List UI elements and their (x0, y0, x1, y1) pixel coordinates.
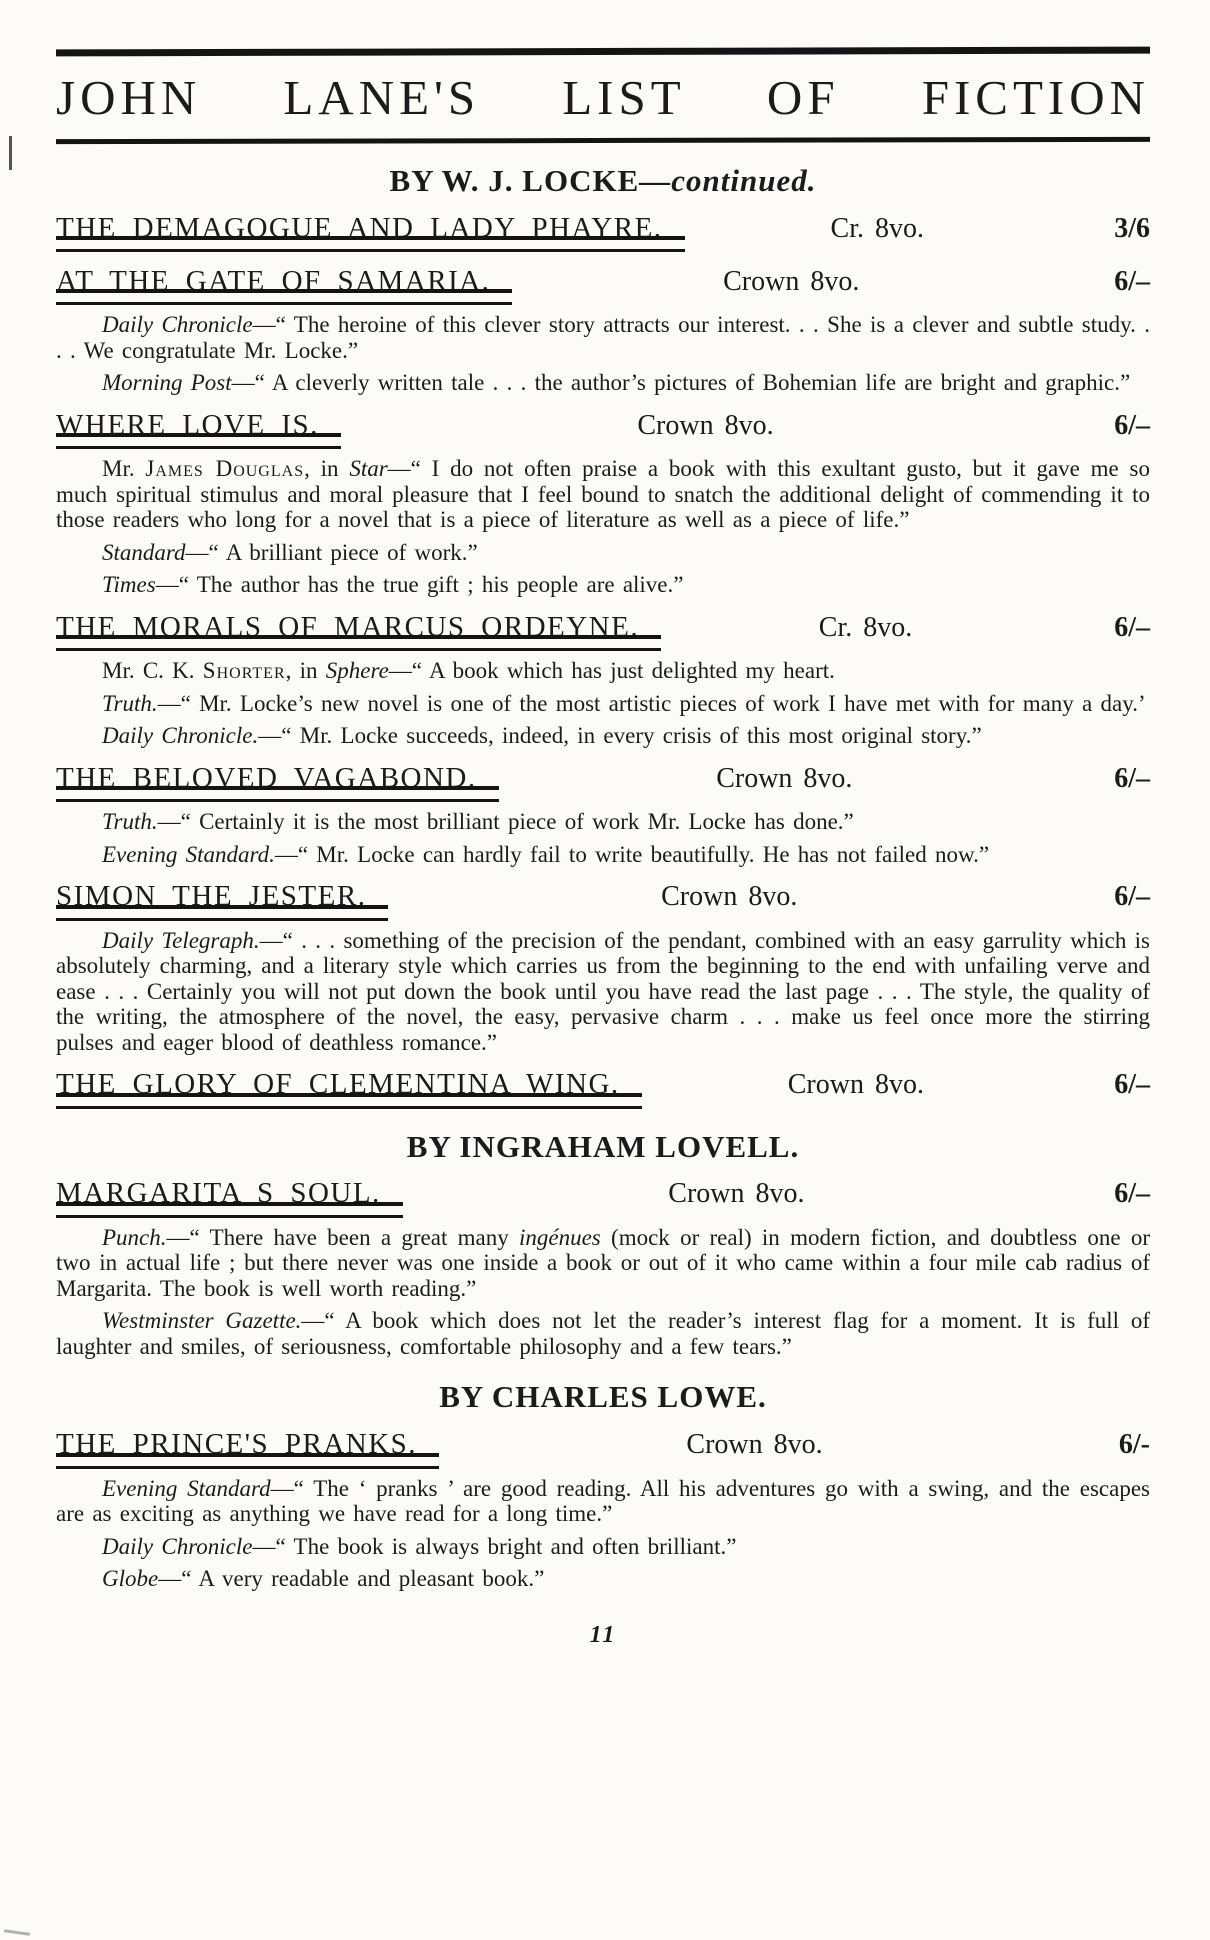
book-reviews (56, 658, 1150, 749)
book-heading-row (56, 212, 1150, 252)
book-sections (56, 163, 1150, 1592)
review-text: —“ . . . something of the precision of the pendant, combined with an easy garrulity which is absolutely charming, and a literary style which carries us from the beginning to the end with unfailing verve and ease . . . Certainly you will not put down the book until you have read the last page . . . The style, the quality of the writing, the atmosphere of the novel, the easy, pervasive charm . . . make us feel once more the stirring pulses and eager blood of deathless romance.” (56, 927, 1151, 1055)
book-price: 3/6 (1114, 212, 1150, 244)
review-text: —“ There have been a great many (166, 1224, 519, 1250)
review-paragraph (56, 928, 1150, 1056)
book-format: Crown 8vo. (716, 762, 853, 794)
book-price: 6/– (1114, 266, 1150, 298)
review-paragraph (56, 572, 1150, 598)
review-paragraph (56, 370, 1150, 396)
review-text: —“ A book which does not let the reader’s interest flag for a moment. It is full of laughter and smiles, of seriousness, comfortable philosophy and a few tears.” (56, 1308, 1150, 1359)
page-title: JOHN LANE'S LIST OF FICTION (56, 70, 1150, 125)
scan-edge-artifact (9, 136, 12, 170)
review-source: ingénues (519, 1224, 601, 1250)
review-source: Westminster Gazette. (102, 1308, 302, 1334)
book-format: Crown 8vo. (637, 409, 774, 441)
book-heading-row (56, 1428, 1150, 1468)
book-heading-row (56, 1068, 1150, 1108)
review-source: Sphere (325, 658, 389, 684)
review-text: —“ A brilliant piece of work.” (185, 539, 478, 565)
review-source: Evening Standard (102, 1475, 271, 1501)
review-source: Truth. (102, 690, 158, 716)
book-reviews (56, 456, 1150, 598)
book-title: THE GLORY OF CLEMENTINA WING. (56, 1068, 628, 1108)
author-name-label: BY W. J. LOCKE (389, 162, 640, 198)
review-text: —“ The book is always bright and often brilliant.” (252, 1533, 737, 1559)
review-source: Morning Post (102, 370, 232, 396)
review-paragraph (56, 456, 1150, 533)
book-price: 6/– (1114, 611, 1150, 643)
book-format: Crown 8vo. (661, 881, 798, 913)
book-heading-row (56, 409, 1150, 449)
review-paragraph (56, 1225, 1150, 1302)
review-paragraph (56, 1566, 1150, 1592)
review-source: Globe (102, 1566, 159, 1592)
review-text: Mr. C. K. (102, 658, 203, 684)
book-title: SIMON THE JESTER. (56, 880, 374, 920)
review-source: Standard (102, 539, 186, 565)
review-text: —“ Certainly it is the most brilliant piece of work Mr. Locke has done.” (157, 809, 854, 835)
book-heading-row (56, 265, 1150, 305)
review-source: Daily Telegraph. (102, 927, 260, 953)
book-format: Crown 8vo. (723, 266, 860, 298)
book-format: Cr. 8vo. (818, 611, 913, 643)
review-paragraph (56, 842, 1150, 868)
book-title: THE PRINCE'S PRANKS. (56, 1428, 425, 1468)
review-paragraph (56, 1534, 1150, 1560)
book-title: AT THE GATE OF SAMARIA. (56, 265, 498, 305)
review-paragraph (56, 809, 1150, 835)
review-text: —“ A cleverly written tale . . . the author’s pictures of Bohemian life are bright and graphic.” (231, 370, 1131, 396)
review-text: —“ I do not often praise a book with this exultant gusto, but it gave me so much spiritual stimulus and moral pleasure that I feel bound to snatch the additional delight of commending it to those readers who long for a novel that is a piece of literature as well as a piece of life.” (56, 456, 1150, 533)
review-paragraph (56, 691, 1150, 717)
review-source: Evening Standard. (102, 841, 275, 867)
review-text: —“ A book which has just delighted my heart. (388, 658, 835, 684)
scan-corner-artifact (4, 1929, 30, 1936)
book-price: 6/– (1114, 409, 1150, 441)
review-text: —“ Mr. Locke succeeds, indeed, in every crisis of this most original story.” (258, 723, 982, 749)
book-heading-row (56, 611, 1150, 651)
book-reviews (56, 809, 1150, 867)
book-price: 6/– (1114, 762, 1150, 794)
book-price: 6/- (1118, 1429, 1150, 1461)
book-heading-row (56, 762, 1150, 802)
header-bottom-rule (56, 137, 1150, 144)
author-heading (56, 163, 1150, 199)
book-format: Crown 8vo. (787, 1069, 924, 1101)
book-title: WHERE LOVE IS. (56, 409, 327, 449)
book-reviews (56, 1476, 1150, 1592)
review-source: Truth. (102, 809, 158, 835)
review-source: Daily Chronicle (102, 312, 253, 338)
review-text: Mr. (102, 456, 146, 482)
reviewer-name: James Douglas (145, 456, 305, 482)
book-reviews (56, 928, 1150, 1056)
book-heading-row (56, 1177, 1150, 1217)
review-text: —“ A very readable and pleasant book.” (158, 1566, 545, 1592)
review-text: —“ Mr. Locke’s new novel is one of the most artistic pieces of work I have met with for many a day.’ (157, 690, 1146, 716)
book-format: Cr. 8vo. (830, 212, 924, 244)
book-title: THE MORALS OF MARCUS ORDEYNE. (56, 611, 647, 651)
review-paragraph (56, 312, 1150, 363)
author-name-label: BY CHARLES LOWE. (439, 1379, 767, 1415)
author-continued-label: —continued. (639, 162, 817, 198)
review-text: , in (304, 456, 350, 482)
book-format: Crown 8vo. (686, 1429, 823, 1461)
book-title: MARGARITA S SOUL. (56, 1177, 389, 1217)
review-source: Punch. (102, 1224, 167, 1250)
book-price: 6/– (1114, 881, 1150, 913)
book-reviews (56, 312, 1150, 396)
page-number: 11 (589, 1621, 617, 1648)
review-text: —“ Mr. Locke can hardly fail to write beautifully. He has not failed now.” (274, 841, 990, 867)
book-reviews (56, 1225, 1150, 1360)
review-paragraph (56, 540, 1150, 566)
author-heading (56, 1379, 1150, 1415)
book-price: 6/– (1114, 1069, 1150, 1101)
review-paragraph (56, 1308, 1150, 1359)
review-text: (mock or real) in modern fiction, and doubtless one or two in actual life ; but there never was one inside a book or out of it who came within a four mile cab radius of Margarita. The book is well worth reading.” (56, 1224, 1150, 1301)
review-source: Star (349, 456, 388, 482)
review-text: , in (285, 658, 326, 684)
reviewer-name: Shorter (202, 658, 286, 684)
book-price: 6/– (1114, 1178, 1150, 1210)
header-top-rule (56, 47, 1150, 57)
review-source: Times (102, 572, 156, 598)
review-source: Daily Chronicle. (102, 723, 259, 749)
book-title: THE BELOVED VAGABOND. (56, 762, 485, 802)
book-heading-row (56, 880, 1150, 920)
review-paragraph (56, 658, 1150, 684)
review-text: —“ The ‘ pranks ’ are good reading. All his adventures go with a swing, and the escapes are as exciting as anything we have read for a long time.” (56, 1475, 1151, 1527)
review-source: Daily Ch​ronicle (102, 1533, 253, 1559)
review-paragraph (56, 1476, 1150, 1527)
author-name-label: BY INGRAHAM LOVELL. (406, 1128, 800, 1164)
book-title: THE DEMAGOGUE AND LADY PHAYRE. (56, 212, 671, 252)
review-paragraph (56, 723, 1150, 749)
review-text: —“ The heroine of this clever story attracts our interest. . . She is a clever and subtle study. . . . We congratulate Mr. Locke.” (56, 312, 1150, 363)
author-heading (56, 1129, 1150, 1165)
review-text: —“ The author has the true gift ; his people are alive.” (155, 572, 684, 598)
book-format: Crown 8vo. (668, 1178, 805, 1210)
